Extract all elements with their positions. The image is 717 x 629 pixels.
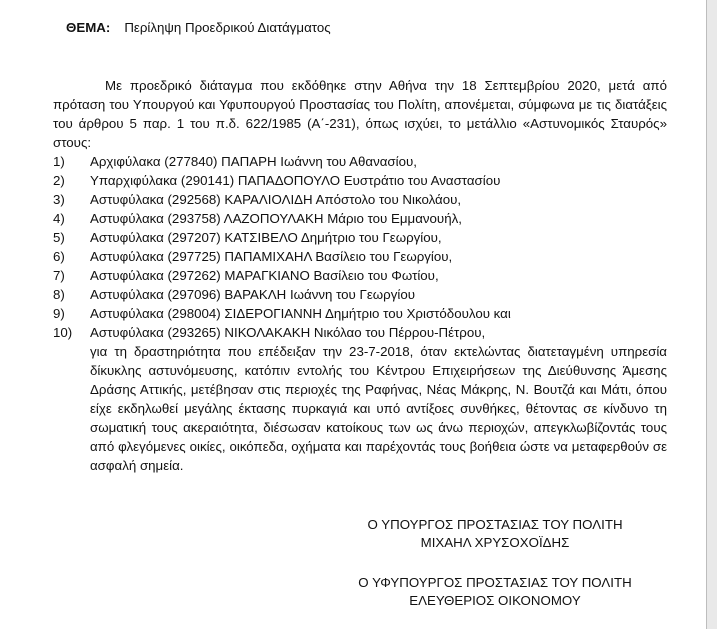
list-item: [53, 323, 667, 342]
list-item: [53, 285, 667, 304]
list-item-text: Αστυφύλακα (298004) ΣΙΔΕΡΟΓΙΑΝΝΗ Δημήτριο του Χριστόδουλου και: [90, 306, 511, 321]
list-item-number: 6): [53, 249, 65, 264]
list-item-text: Αστυφύλακα (293758) ΛΑΖΟΠΟΥΛΑΚΗ Μάριο του Εμμανουήλ,: [90, 211, 462, 226]
list-item: [53, 190, 667, 209]
minister-signature: [330, 516, 660, 552]
list-item-number: 1): [53, 154, 65, 169]
list-item-text: Αστυφύλακα (293265) ΝΙΚΟΛΑΚΑΚΗ Νικόλαο του Πέρρου-Πέτρου,: [90, 325, 486, 340]
list-item-text: Αστυφύλακα (292568) ΚΑΡΑΛΙΟΛΙΔΗ Απόστολο του Νικολάου,: [90, 192, 462, 207]
list-item-text: Αστυφύλακα (297725) ΠΑΠΑΜΙΧΑΗΛ Βασίλειο του Γεωργίου,: [90, 249, 453, 264]
list-item-number: 7): [53, 268, 65, 283]
list-item-number: 3): [53, 192, 65, 207]
intro-paragraph: Με προεδρικό διάταγμα που εκδόθηκε στην Αθήνα την 18 Σεπτεμβρίου 2020, μετά από πρόταση του Υπουργού και Υφυπουργού Προστασίας του Πολίτη, απονέμεται, σύμφωνα με τις διατάξεις του άρθρου 5 παρ. 1 του π.δ. 622/1985 (Α΄-231), όπως ισχύει, το μετάλλιο «Αστυνομικός Σταυρός» στους:: [53, 78, 667, 150]
document-body: [53, 76, 667, 475]
signature-name: ΕΛΕΥΘΕΡΙΟΣ ΟΙΚΟΝΟΜΟΥ: [409, 593, 581, 608]
subject-text: Περίληψη Προεδρικού Διατάγματος: [124, 20, 331, 35]
list-item-number: 2): [53, 173, 65, 188]
list-item-text: Αρχιφύλακα (277840) ΠΑΠΑΡΗ Ιωάννη του Αθανασίου,: [90, 154, 417, 169]
list-item-number: 5): [53, 230, 65, 245]
signature-title: Ο ΥΦΥΠΟΥΡΓΟΣ ΠΡΟΣΤΑΣΙΑΣ ΤΟΥ ΠΟΛΙΤΗ: [358, 575, 632, 590]
list-item-text: Αστυφύλακα (297262) ΜΑΡΑΓΚΙΑΝΟ Βασίλειο του Φωτίου,: [90, 268, 439, 283]
subject-line: [66, 19, 331, 37]
window-edge: [706, 0, 717, 629]
deputy-minister-signature: [330, 574, 660, 610]
list-item-number: 10): [53, 325, 73, 340]
list-item: [53, 247, 667, 266]
signature-name: ΜΙΧΑΗΛ ΧΡΥΣΟΧΟΪΔΗΣ: [420, 535, 570, 550]
list-item-text: Αστυφύλακα (297096) ΒΑΡΑΚΛΗ Ιωάννη του Γεωργίου: [90, 287, 415, 302]
list-item-number: 4): [53, 211, 65, 226]
list-item: [53, 152, 667, 171]
list-item: [53, 304, 667, 323]
list-item: [53, 228, 667, 247]
list-item-number: 8): [53, 287, 65, 302]
list-item-text: Υπαρχιφύλακα (290141) ΠΑΠΑΔΟΠΟΥΛΟ Ευστράτιο του Αναστασίου: [90, 173, 501, 188]
list-item: [53, 209, 667, 228]
recipients-list: [53, 152, 667, 342]
reason-paragraph: για τη δραστηριότητα που επέδειξαν την 23-7-2018, όταν εκτελώντας διατεταγμένη υπηρεσία δίκυκλης αστυνόμευσης, κατόπιν εντολής του Κέντρου Επιχειρήσεων της Διεύθυνσης Άμεσης Δράσης Αττικής, μετέβησαν στις περιοχές της Ραφήνας, Νέας Μάκρης, Ν. Βουτζά και Μάτι, όπου είχε εκδηλωθεί μεγάλης έκτασης πυρκαγιά και υπό αντίξοες συνθήκες, θέτοντας σε κίνδυνο τη σωματική τους ακεραιότητα, διέσωσαν κατοίκους των ως άνω περιοχών, απεγκλωβίζοντάς τους από φλεγόμενες οικίες, οικόπεδα, οχήματα και παρέχοντάς τους βοήθεια ώστε να μεταφερθούν σε ασφαλή σημεία.: [90, 344, 667, 473]
list-item: [53, 171, 667, 190]
subject-label: ΘΕΜΑ:: [66, 20, 111, 35]
list-item-text: Αστυφύλακα (297207) ΚΑΤΣΙΒΕΛΟ Δημήτριο του Γεωργίου,: [90, 230, 442, 245]
list-item-number: 9): [53, 306, 65, 321]
signature-title: Ο ΥΠΟΥΡΓΟΣ ΠΡΟΣΤΑΣΙΑΣ ΤΟΥ ΠΟΛΙΤΗ: [367, 517, 623, 532]
list-item: [53, 266, 667, 285]
